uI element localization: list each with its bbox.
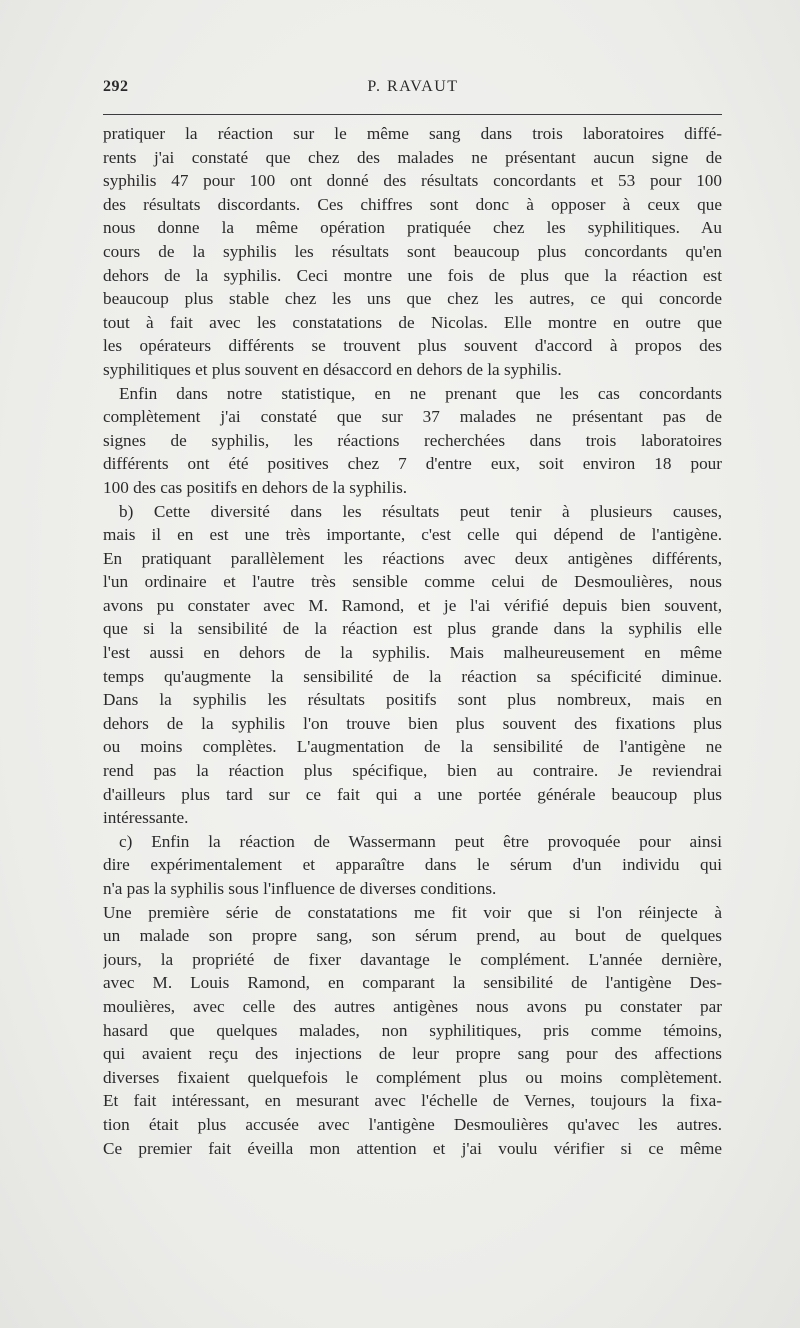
text-line: ou moins complètes. L'augmentation de la sensibilité de l'antigène ne [103,737,722,757]
text-line: 100 des cas positifs en dehors de la syphilis. [103,477,408,497]
text-line: n'a pas la syphilis sous l'influence de diverses conditions. [103,879,497,898]
text-line: avec M. Louis Ramond, en comparant la sensibilité de l'antigène Des- [103,973,722,993]
text-line: des résultats discordants. Ces chiffres sont donc à opposer à ceux que [103,194,722,214]
text-line: Dans la syphilis les résultats positifs sont plus nombreux, mais en [103,690,722,710]
text-line: Ce premier fait éveilla mon attention et j'ai voulu vérifier si ce même [103,1138,722,1158]
text-line: complètement j'ai constaté que sur 37 malades ne présentant pas de [103,407,722,427]
text-line: l'est aussi en dehors de la syphilis. Mais malheureusement en même [103,643,722,663]
text-line: En pratiquant parallèlement les réactions avec deux antigènes différents, [103,548,722,568]
text-line: un malade son propre sang, son sérum prend, au bout de quelques [103,926,722,946]
page-header [103,78,723,102]
text-line: temps qu'augmente la sensibilité de la réaction sa spécificité diminue. [103,666,722,686]
text-line: cours de la syphilis les résultats sont beaucoup plus concordants qu'en [103,241,722,261]
text-line: Une première série de constatations me fit voir que si l'on réinjecte à [103,902,722,922]
text-line: dehors de la syphilis l'on trouve bien plus souvent des fixations plus [103,713,722,733]
text-line: dire expérimentalement et apparaître dans le sérum d'un individu qui [103,855,722,875]
text-line: rend pas la réaction plus spécifique, bien au contraire. Je reviendrai [103,761,722,781]
text-line: dehors de la syphilis. Ceci montre une fois de plus que la réaction est [103,265,722,285]
text-line: d'ailleurs plus tard sur ce fait qui a une portée générale beaucoup plus [103,784,722,804]
text-line: que si la sensibilité de la réaction est plus grande dans la syphilis elle [103,619,722,639]
text-line: tout à fait avec les constatations de Nicolas. Elle montre en outre que [103,312,722,332]
text-line: différents ont été positives chez 7 d'entre eux, soit environ 18 pour [103,454,722,474]
text-line: pratiquer la réaction sur le même sang dans trois laboratoires diffé- [103,124,722,143]
text-line: diverses fixaient quelquefois le complément plus ou moins complètement. [103,1067,722,1087]
text-line: signes de syphilis, les réactions recherchées dans trois laboratoires [103,430,722,450]
text-line: les opérateurs différents se trouvent plus souvent d'accord à propos des [103,336,722,356]
header-rule [103,114,722,115]
text-line: l'un ordinaire et l'autre très sensible comme celui de Desmoulières, nous [103,572,722,592]
text-line: b) Cette diversité dans les résultats peut tenir à plusieurs causes, [119,501,722,521]
text-line: syphilitiques et plus souvent en désaccord en dehors de la syphilis. [103,359,562,379]
text-line: syphilis 47 pour 100 ont donné des résultats concordants et 53 pour 100 [103,171,722,191]
text-line: qui avaient reçu des injections de leur propre sang pour des affections [103,1044,722,1064]
text-line: tion était plus accusée avec l'antigène Desmoulières qu'avec les autres. [103,1114,722,1134]
text-line: intéressante. [103,808,189,828]
text-line: nous donne la même opération pratiquée chez les syphilitiques. Au [103,218,722,238]
text-line: jours, la propriété de fixer davantage le complément. L'année dernière, [103,949,722,969]
text-line: mais il en est une très importante, c'est celle qui dépend de l'antigène. [103,525,722,545]
text-line: Enfin dans notre statistique, en ne prenant que les cas concordants [119,383,722,403]
text-line: Et fait intéressant, en mesurant avec l'échelle de Vernes, toujours la fixa- [103,1091,722,1111]
text-line: beaucoup plus stable chez les uns que chez les autres, ce qui concorde [103,289,722,309]
text-line: avons pu constater avec M. Ramond, et je l'ai vérifié depuis bien souvent, [103,595,722,615]
text-line: c) Enfin la réaction de Wassermann peut être provoquée pour ainsi [119,831,722,851]
running-head: P. RAVAUT [367,78,459,95]
page-number: 292 [103,78,129,95]
text-line: moulières, avec celle des autres antigènes nous avons pu constater par [103,996,722,1016]
text-line: rents j'ai constaté que chez des malades ne présentant aucun signe de [103,147,722,167]
body-text [103,122,722,1160]
text-line: hasard que quelques malades, non syphilitiques, pris comme témoins, [103,1020,722,1040]
